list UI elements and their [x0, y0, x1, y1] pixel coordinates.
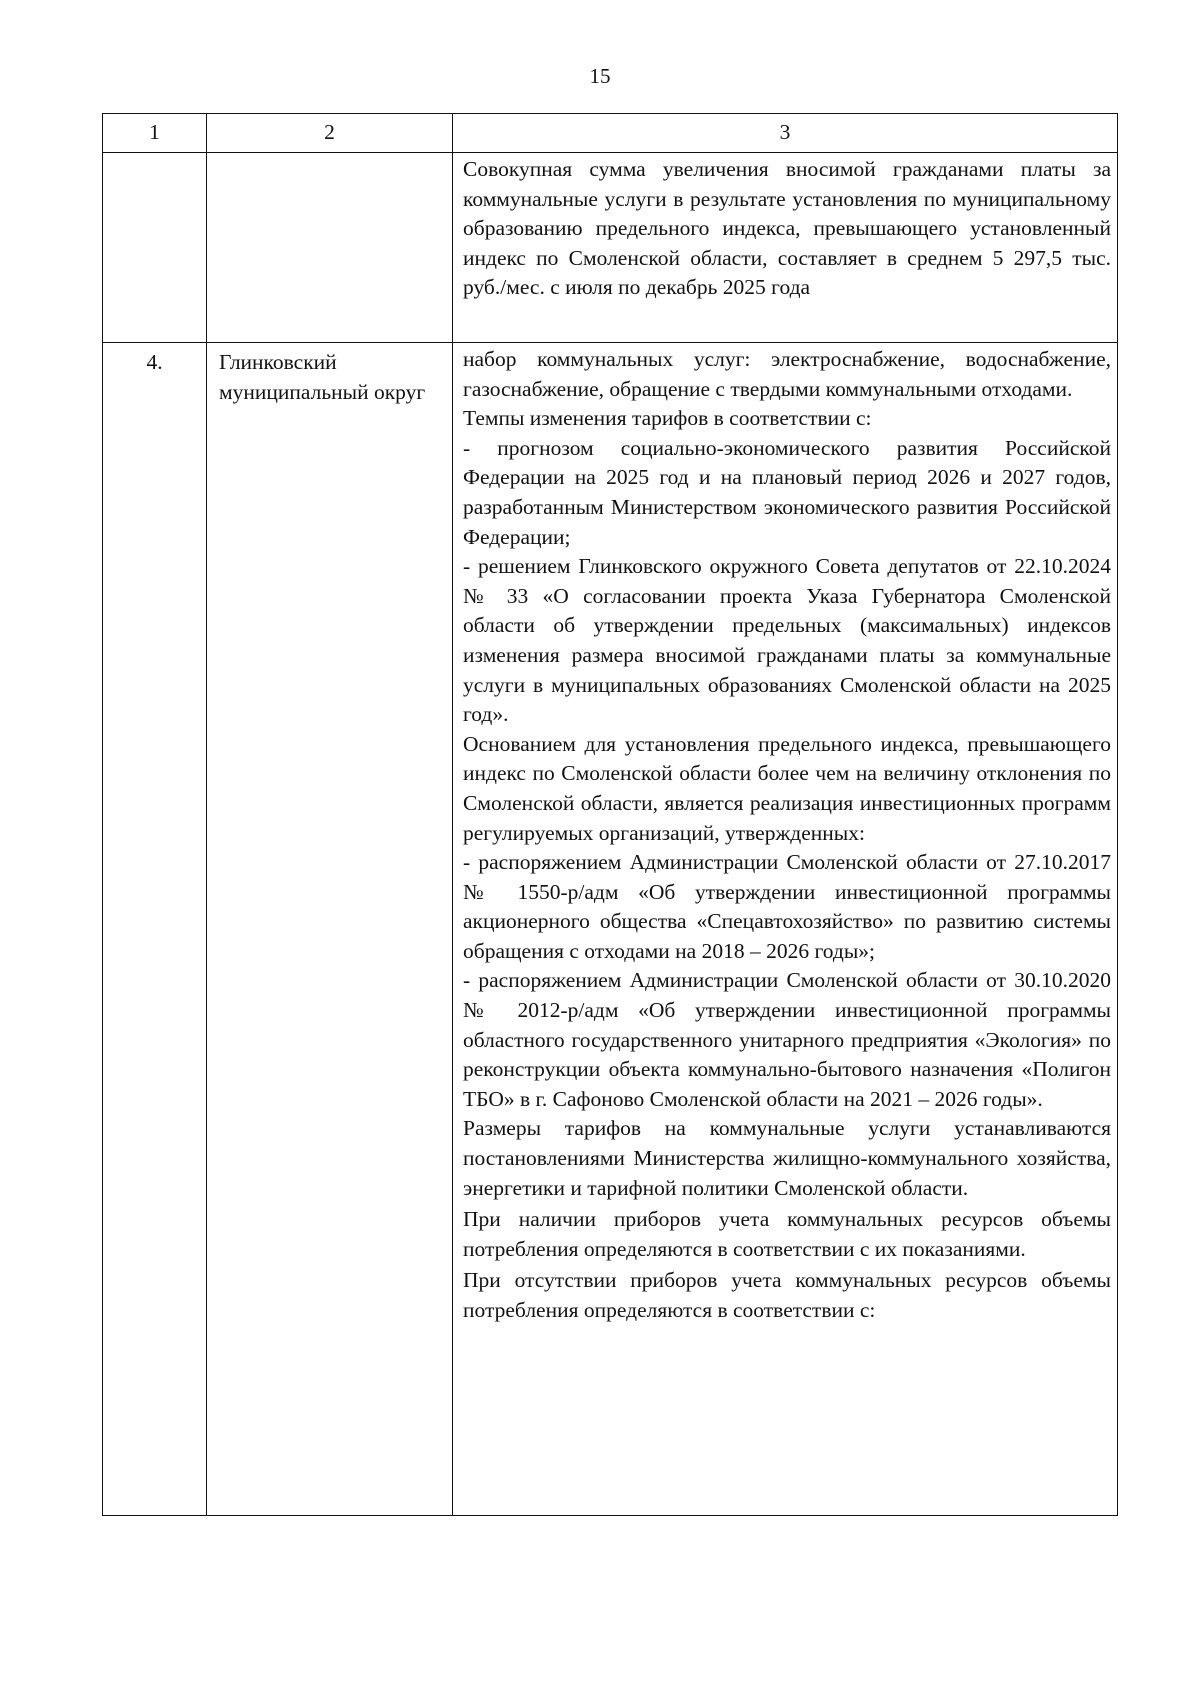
description-cell [453, 343, 1118, 1516]
header-cell-1: 1 [103, 114, 207, 153]
document-table [102, 113, 1118, 1516]
paragraph: Основанием для установления предельного индекса, превышающего индекс по Смоленской области более чем на величину отклонения по Смоленской области, является реализация инвестиционных программ регулируемых организаций, утвержденных: [463, 731, 1111, 845]
paragraph: При наличии приборов учета коммунальных ресурсов объемы потребления определяются в соответствии с их показаниями. [463, 1207, 1111, 1261]
municipality-cell: Глинковский муниципальный округ [207, 343, 453, 1516]
row-number-cell: 4. [103, 343, 207, 1516]
table-row [103, 153, 1118, 343]
paragraph: - распоряжением Администрации Смоленской области от 27.10.2017 № 1550-р/адм «Об утверждении инвестиционной программы акционерного общества «Спецавтохозяйство» по развитию системы обращения с отходами на 2018 – 2026 годы»; [463, 850, 1111, 963]
paragraph: - решением Глинковского окружного Совета депутатов от 22.10.2024 № 33 «О согласовании проекта Указа Губернатора Смоленской области об утверждении предельных (максимальных) индексов изменения размера вносимой гражданами платы за коммунальные услуги в муниципальных образованиях Смоленской области на 2025 год». [463, 554, 1111, 727]
paragraph: Совокупная сумма увеличения вносимой гражданами платы за коммунальные услуги в результате установления по муниципальному образованию предельного индекса, превышающего установленный индекс по Смоленской области, составляет в среднем 5 297,5 тыс. руб./мес. с июля по декабрь 2025 года [463, 157, 1111, 300]
paragraph: набор коммунальных услуг: электроснабжение, водоснабжение, газоснабжение, обращение с твердыми коммунальными отходами. [463, 347, 1111, 401]
header-cell-2: 2 [207, 114, 453, 153]
municipality-cell [207, 153, 453, 343]
table-header-row [103, 114, 1118, 153]
row-number-cell [103, 153, 207, 343]
paragraph: Размеры тарифов на коммунальные услуги устанавливаются постановлениями Министерства жилищно-коммунального хозяйства, энергетики и тарифной политики Смоленской области. [463, 1116, 1111, 1200]
paragraph: При отсутствии приборов учета коммунальных ресурсов объемы потребления определяются в соответствии с: [463, 1268, 1111, 1322]
paragraph: - распоряжением Администрации Смоленской области от 30.10.2020 № 2012-р/адм «Об утверждении инвестиционной программы областного государственного унитарного предприятия «Экология» по реконструкции объекта коммунально-бытового назначения «Полигон ТБО» в г. Сафоново Смоленской области на 2021 – 2026 годы». [463, 968, 1111, 1111]
header-cell-3: 3 [453, 114, 1118, 153]
description-cell [453, 153, 1118, 343]
table-row [103, 343, 1118, 1516]
paragraph: - прогнозом социально-экономического развития Российской Федерации на 2025 год и на плановый период 2026 и 2027 годов, разработанным Министерством экономического развития Российской Федерации; [463, 435, 1111, 549]
page-number: 15 [589, 64, 611, 88]
paragraph: Темпы изменения тарифов в соответствии с: [463, 406, 872, 431]
